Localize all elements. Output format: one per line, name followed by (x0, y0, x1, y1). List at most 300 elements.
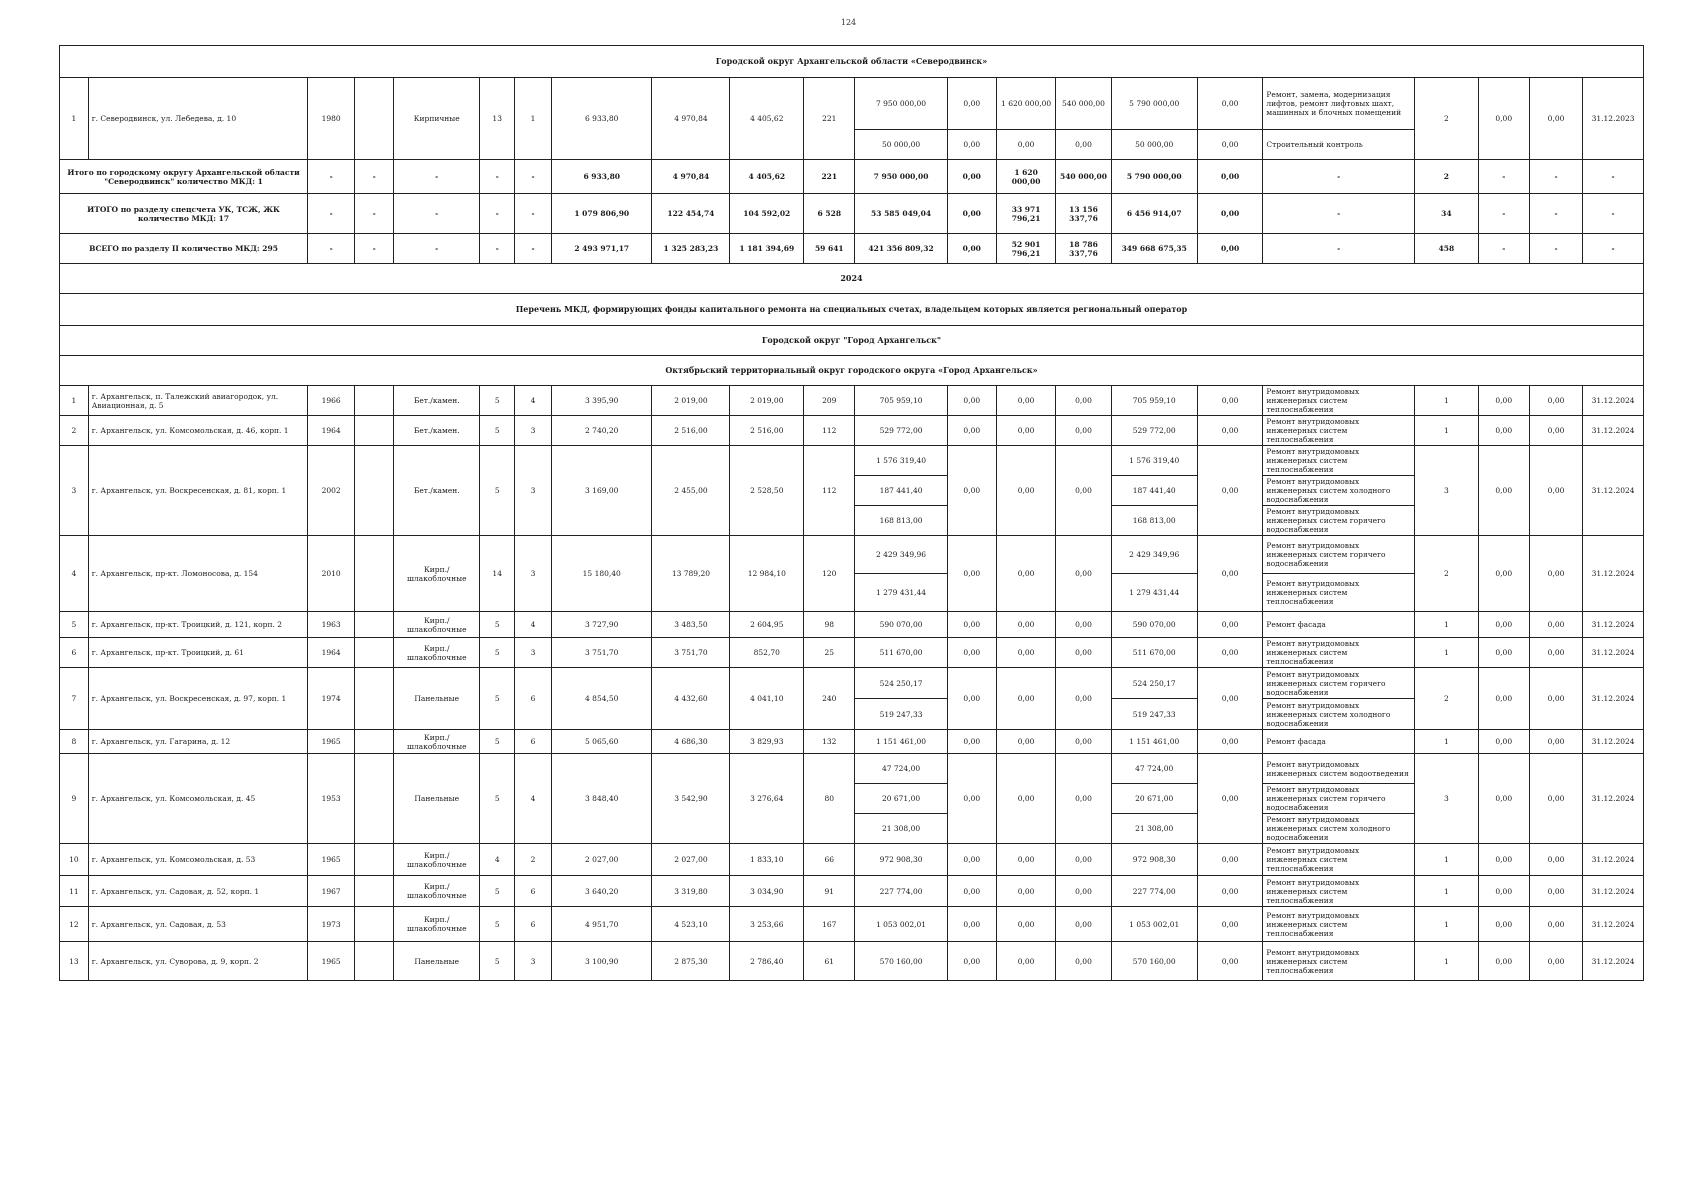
fund-2: 0,00 (996, 844, 1055, 876)
area-total: 1 079 806,90 (552, 194, 652, 234)
dash-cell: - (1583, 234, 1644, 264)
area-residential: 3 253,66 (730, 907, 804, 942)
deadline: 31.12.2023 (1583, 78, 1644, 160)
row-number: 8 (60, 730, 89, 754)
zero-2: 0,00 (1529, 754, 1582, 844)
wall-material: Кирпичные (394, 78, 480, 160)
residents: 221 (804, 78, 855, 160)
deadline: 31.12.2024 (1583, 844, 1644, 876)
entrances: 3 (515, 416, 552, 446)
dash-cell: - (480, 160, 515, 194)
fund-5: 0,00 (1197, 234, 1263, 264)
work-type: Ремонт внутридомовых инженерных систем теплоснабжения (1263, 907, 1415, 942)
address: г. Северодвинск, ул. Лебедева, д. 10 (88, 78, 307, 160)
area-total: 3 640,20 (552, 876, 652, 907)
row-number: 2 (60, 416, 89, 446)
repair-cost: 590 070,00 (855, 612, 947, 638)
fund-5: 0,00 (1197, 638, 1263, 668)
zero-1: 0,00 (1478, 446, 1529, 536)
deadline: 31.12.2024 (1583, 612, 1644, 638)
repair-cost: 1 151 461,00 (855, 730, 947, 754)
zero-1: 0,00 (1478, 638, 1529, 668)
wall-material: Панельные (394, 942, 480, 981)
entrances: 2 (515, 844, 552, 876)
build-year: 1965 (308, 730, 355, 754)
work-count: 3 (1415, 754, 1479, 844)
repair-cost: 20 671,00 (855, 784, 947, 814)
area-living: 4 432,60 (652, 668, 730, 730)
fund-3: 540 000,00 (1056, 78, 1111, 130)
fund-2: 0,00 (996, 130, 1055, 160)
year-heading: 2024 (60, 264, 1644, 294)
fund-5: 0,00 (1197, 754, 1263, 844)
repair-cost: 7 950 000,00 (855, 160, 947, 194)
area-residential: 1 181 394,69 (730, 234, 804, 264)
fund-1: 0,00 (947, 730, 996, 754)
area-residential: 2 019,00 (730, 386, 804, 416)
blank-cell (355, 536, 394, 612)
fund-1: 0,00 (947, 194, 996, 234)
wall-material: Кирп./ шлакоблочные (394, 536, 480, 612)
fund-3: 18 786 337,76 (1056, 234, 1111, 264)
zero-1: 0,00 (1478, 876, 1529, 907)
wall-material: Бет./камен. (394, 416, 480, 446)
blank-cell (355, 730, 394, 754)
area-living: 3 319,80 (652, 876, 730, 907)
dash-cell: - (355, 234, 394, 264)
blank-cell (355, 78, 394, 160)
entrances: 4 (515, 754, 552, 844)
dash-cell: - (515, 160, 552, 194)
fund-4: 529 772,00 (1111, 416, 1197, 446)
work-type: Ремонт фасада (1263, 730, 1415, 754)
dash-cell: - (515, 194, 552, 234)
area-residential: 3 829,93 (730, 730, 804, 754)
zero-2: 0,00 (1529, 612, 1582, 638)
fund-5: 0,00 (1197, 876, 1263, 907)
area-total: 4 854,50 (552, 668, 652, 730)
build-year: 2010 (308, 536, 355, 612)
floors: 5 (480, 754, 515, 844)
address: г. Архангельск, ул. Гагарина, д. 12 (88, 730, 307, 754)
residents: 167 (804, 907, 855, 942)
fund-3: 0,00 (1056, 907, 1111, 942)
fund-2: 52 901 796,21 (996, 234, 1055, 264)
fund-4: 168 813,00 (1111, 506, 1197, 536)
area-total: 3 727,90 (552, 612, 652, 638)
work-type: Строительный контроль (1263, 130, 1415, 160)
fund-3: 0,00 (1056, 130, 1111, 160)
capital-repair-table (59, 45, 1644, 981)
work-type: Ремонт внутридомовых инженерных систем холодного водоснабжения (1263, 699, 1415, 730)
fund-4: 21 308,00 (1111, 814, 1197, 844)
wall-material: Кирп./ шлакоблочные (394, 876, 480, 907)
zero-1: 0,00 (1478, 754, 1529, 844)
blank-cell (355, 942, 394, 981)
floors: 5 (480, 612, 515, 638)
work-count: 1 (1415, 612, 1479, 638)
dash-cell: - (355, 194, 394, 234)
entrances: 6 (515, 876, 552, 907)
work-type: Ремонт внутридомовых инженерных систем теплоснабжения (1263, 386, 1415, 416)
fund-4: 1 576 319,40 (1111, 446, 1197, 476)
blank-cell (355, 668, 394, 730)
work-count: 2 (1415, 668, 1479, 730)
address: г. Архангельск, пр-кт. Ломоносова, д. 154 (88, 536, 307, 612)
fund-5: 0,00 (1197, 446, 1263, 536)
zero-2: 0,00 (1529, 78, 1582, 160)
area-total: 6 933,80 (552, 160, 652, 194)
work-type: Ремонт внутридомовых инженерных систем теплоснабжения (1263, 876, 1415, 907)
zero-1: 0,00 (1478, 536, 1529, 612)
zero-2: 0,00 (1529, 876, 1582, 907)
floors: 5 (480, 876, 515, 907)
build-year: 2002 (308, 446, 355, 536)
work-type: Ремонт внутридомовых инженерных систем холодного водоснабжения (1263, 814, 1415, 844)
work-count: 1 (1415, 638, 1479, 668)
residents: 59 641 (804, 234, 855, 264)
area-total: 15 180,40 (552, 536, 652, 612)
fund-1: 0,00 (947, 446, 996, 536)
area-residential: 3 034,90 (730, 876, 804, 907)
zero-1: 0,00 (1478, 844, 1529, 876)
blank-cell (355, 844, 394, 876)
residents: 98 (804, 612, 855, 638)
fund-5: 0,00 (1197, 194, 1263, 234)
fund-2: 0,00 (996, 416, 1055, 446)
floors: 5 (480, 907, 515, 942)
fund-1: 0,00 (947, 907, 996, 942)
area-living: 4 686,30 (652, 730, 730, 754)
residents: 132 (804, 730, 855, 754)
entrances: 1 (515, 78, 552, 160)
wall-material: Бет./камен. (394, 446, 480, 536)
residents: 66 (804, 844, 855, 876)
work-type: Ремонт внутридомовых инженерных систем теплоснабжения (1263, 844, 1415, 876)
wall-material: Панельные (394, 668, 480, 730)
work-type: Ремонт внутридомовых инженерных систем горячего водоснабжения (1263, 784, 1415, 814)
dash-cell: - (480, 194, 515, 234)
fund-3: 0,00 (1056, 612, 1111, 638)
work-type: Ремонт внутридомовых инженерных систем горячего водоснабжения (1263, 668, 1415, 699)
repair-cost: 529 772,00 (855, 416, 947, 446)
zero-1: 0,00 (1478, 612, 1529, 638)
fund-4: 590 070,00 (1111, 612, 1197, 638)
fund-5: 0,00 (1197, 78, 1263, 130)
fund-5: 0,00 (1197, 612, 1263, 638)
fund-3: 0,00 (1056, 416, 1111, 446)
row-number: 10 (60, 844, 89, 876)
area-residential: 4 405,62 (730, 160, 804, 194)
deadline: 31.12.2024 (1583, 386, 1644, 416)
dash-cell: - (1263, 234, 1415, 264)
area-living: 2 455,00 (652, 446, 730, 536)
area-total: 3 100,90 (552, 942, 652, 981)
zero-2: 0,00 (1529, 386, 1582, 416)
repair-cost: 1 279 431,44 (855, 574, 947, 612)
area-living: 4 970,84 (652, 78, 730, 160)
work-count: 3 (1415, 446, 1479, 536)
repair-cost: 53 585 049,04 (855, 194, 947, 234)
fund-1: 0,00 (947, 668, 996, 730)
fund-1: 0,00 (947, 942, 996, 981)
fund-4: 705 959,10 (1111, 386, 1197, 416)
repair-cost: 2 429 349,96 (855, 536, 947, 574)
fund-2: 0,00 (996, 907, 1055, 942)
area-residential: 2 604,95 (730, 612, 804, 638)
floors: 5 (480, 416, 515, 446)
fund-3: 0,00 (1056, 754, 1111, 844)
fund-3: 0,00 (1056, 730, 1111, 754)
wall-material: Кирп./ шлакоблочные (394, 612, 480, 638)
area-residential: 12 984,10 (730, 536, 804, 612)
fund-1: 0,00 (947, 876, 996, 907)
fund-1: 0,00 (947, 386, 996, 416)
fund-4: 50 000,00 (1111, 130, 1197, 160)
fund-4: 20 671,00 (1111, 784, 1197, 814)
work-count: 1 (1415, 844, 1479, 876)
area-residential: 104 592,02 (730, 194, 804, 234)
floors: 5 (480, 730, 515, 754)
repair-cost: 168 813,00 (855, 506, 947, 536)
wall-material: Кирп./ шлакоблочные (394, 907, 480, 942)
fund-4: 187 441,40 (1111, 476, 1197, 506)
blank-cell (355, 907, 394, 942)
fund-4: 570 160,00 (1111, 942, 1197, 981)
work-count: 1 (1415, 416, 1479, 446)
residents: 6 528 (804, 194, 855, 234)
repair-cost: 705 959,10 (855, 386, 947, 416)
dash-cell: - (394, 194, 480, 234)
dash-cell: - (394, 234, 480, 264)
fund-1: 0,00 (947, 78, 996, 130)
entrances: 4 (515, 386, 552, 416)
fund-2: 0,00 (996, 668, 1055, 730)
build-year: 1980 (308, 78, 355, 160)
address: г. Архангельск, ул. Комсомольская, д. 45 (88, 754, 307, 844)
blank-cell (355, 638, 394, 668)
fund-5: 0,00 (1197, 536, 1263, 612)
work-type: Ремонт, замена, модернизация лифтов, ремонт лифтовых шахт, машинных и блочных помещений (1263, 78, 1415, 130)
blank-cell (355, 754, 394, 844)
area-living: 1 325 283,23 (652, 234, 730, 264)
residents: 91 (804, 876, 855, 907)
work-count: 2 (1415, 536, 1479, 612)
fund-5: 0,00 (1197, 668, 1263, 730)
row-number: 12 (60, 907, 89, 942)
fund-5: 0,00 (1197, 730, 1263, 754)
fund-5: 0,00 (1197, 942, 1263, 981)
fund-2: 0,00 (996, 386, 1055, 416)
address: г. Архангельск, пр-кт. Троицкий, д. 121, корп. 2 (88, 612, 307, 638)
work-type: Ремонт внутридомовых инженерных систем теплоснабжения (1263, 416, 1415, 446)
fund-3: 0,00 (1056, 386, 1111, 416)
dash-cell: - (1583, 194, 1644, 234)
area-residential: 2 528,50 (730, 446, 804, 536)
fund-2: 1 620 000,00 (996, 78, 1055, 130)
work-type: Ремонт внутридомовых инженерных систем холодного водоснабжения (1263, 476, 1415, 506)
work-count: 34 (1415, 194, 1479, 234)
area-living: 13 789,20 (652, 536, 730, 612)
fund-1: 0,00 (947, 844, 996, 876)
subdistrict-heading: Октябрьский территориальный округ городского округа «Город Архангельск» (60, 356, 1644, 386)
repair-cost: 519 247,33 (855, 699, 947, 730)
work-count: 458 (1415, 234, 1479, 264)
deadline: 31.12.2024 (1583, 754, 1644, 844)
fund-1: 0,00 (947, 416, 996, 446)
repair-cost: 1 576 319,40 (855, 446, 947, 476)
zero-2: 0,00 (1529, 536, 1582, 612)
fund-4: 1 279 431,44 (1111, 574, 1197, 612)
address: г. Архангельск, ул. Комсомольская, д. 53 (88, 844, 307, 876)
section-total-label: ВСЕГО по разделу II количество МКД: 295 (60, 234, 308, 264)
fund-4: 5 790 000,00 (1111, 78, 1197, 130)
fund-5: 0,00 (1197, 386, 1263, 416)
fund-1: 0,00 (947, 536, 996, 612)
fund-2: 33 971 796,21 (996, 194, 1055, 234)
wall-material: Кирп./ шлакоблочные (394, 730, 480, 754)
build-year: 1967 (308, 876, 355, 907)
zero-1: 0,00 (1478, 907, 1529, 942)
repair-cost: 21 308,00 (855, 814, 947, 844)
fund-1: 0,00 (947, 638, 996, 668)
floors: 5 (480, 668, 515, 730)
fund-4: 227 774,00 (1111, 876, 1197, 907)
blank-cell (355, 416, 394, 446)
build-year: 1974 (308, 668, 355, 730)
row-number: 4 (60, 536, 89, 612)
floors: 5 (480, 638, 515, 668)
work-count: 1 (1415, 942, 1479, 981)
zero-2: 0,00 (1529, 844, 1582, 876)
dash-cell: - (1529, 194, 1582, 234)
dash-cell: - (1529, 234, 1582, 264)
fund-2: 0,00 (996, 638, 1055, 668)
build-year: 1973 (308, 907, 355, 942)
fund-4: 519 247,33 (1111, 699, 1197, 730)
dash-cell: - (1263, 160, 1415, 194)
work-count: 1 (1415, 907, 1479, 942)
deadline: 31.12.2024 (1583, 446, 1644, 536)
zero-1: 0,00 (1478, 668, 1529, 730)
fund-3: 13 156 337,76 (1056, 194, 1111, 234)
repair-cost: 524 250,17 (855, 668, 947, 699)
area-living: 2 019,00 (652, 386, 730, 416)
fund-3: 540 000,00 (1056, 160, 1111, 194)
row-number: 9 (60, 754, 89, 844)
fund-2: 0,00 (996, 942, 1055, 981)
work-count: 2 (1415, 78, 1479, 160)
fund-4: 5 790 000,00 (1111, 160, 1197, 194)
deadline: 31.12.2024 (1583, 907, 1644, 942)
floors: 5 (480, 942, 515, 981)
address: г. Архангельск, пр-кт. Троицкий, д. 61 (88, 638, 307, 668)
zero-1: 0,00 (1478, 730, 1529, 754)
fund-5: 0,00 (1197, 160, 1263, 194)
table-body (60, 46, 1644, 981)
area-living: 2 516,00 (652, 416, 730, 446)
fund-5: 0,00 (1197, 907, 1263, 942)
zero-2: 0,00 (1529, 730, 1582, 754)
row-number: 3 (60, 446, 89, 536)
row-number: 1 (60, 78, 89, 160)
fund-4: 349 668 675,35 (1111, 234, 1197, 264)
fund-1: 0,00 (947, 234, 996, 264)
wall-material: Кирп./ шлакоблочные (394, 638, 480, 668)
severodvinsk-total-label: Итого по городскому округу Архангельской области "Северодвинск" количество МКД: 1 (60, 160, 308, 194)
work-type: Ремонт внутридомовых инженерных систем теплоснабжения (1263, 446, 1415, 476)
area-total: 2 027,00 (552, 844, 652, 876)
entrances: 6 (515, 730, 552, 754)
repair-cost: 1 053 002,01 (855, 907, 947, 942)
repair-cost: 421 356 809,32 (855, 234, 947, 264)
area-residential: 1 833,10 (730, 844, 804, 876)
fund-2: 0,00 (996, 876, 1055, 907)
dash-cell: - (308, 160, 355, 194)
address: г. Архангельск, ул. Суворова, д. 9, корп. 2 (88, 942, 307, 981)
zero-2: 0,00 (1529, 668, 1582, 730)
fund-4: 1 151 461,00 (1111, 730, 1197, 754)
special-account-total-label: ИТОГО по разделу спецсчета УК, ТСЖ, ЖК количество МКД: 17 (60, 194, 308, 234)
address: г. Архангельск, ул. Комсомольская, д. 46, корп. 1 (88, 416, 307, 446)
row-number: 1 (60, 386, 89, 416)
deadline: 31.12.2024 (1583, 638, 1644, 668)
fund-1: 0,00 (947, 160, 996, 194)
deadline: 31.12.2024 (1583, 416, 1644, 446)
address: г. Архангельск, ул. Воскресенская, д. 97, корп. 1 (88, 668, 307, 730)
repair-cost: 570 160,00 (855, 942, 947, 981)
area-living: 3 751,70 (652, 638, 730, 668)
row-number: 13 (60, 942, 89, 981)
repair-cost: 227 774,00 (855, 876, 947, 907)
district-heading: Городской округ "Город Архангельск" (60, 326, 1644, 356)
address: г. Архангельск, ул. Воскресенская, д. 81, корп. 1 (88, 446, 307, 536)
residents: 112 (804, 446, 855, 536)
dash-cell: - (1478, 160, 1529, 194)
area-total: 5 065,60 (552, 730, 652, 754)
fund-5: 0,00 (1197, 844, 1263, 876)
floors: 13 (480, 78, 515, 160)
dash-cell: - (394, 160, 480, 194)
area-living: 3 542,90 (652, 754, 730, 844)
address: г. Архангельск, ул. Садовая, д. 52, корп. 1 (88, 876, 307, 907)
residents: 25 (804, 638, 855, 668)
fund-2: 0,00 (996, 612, 1055, 638)
area-living: 2 027,00 (652, 844, 730, 876)
area-total: 3 169,00 (552, 446, 652, 536)
area-residential: 2 516,00 (730, 416, 804, 446)
area-residential: 3 276,64 (730, 754, 804, 844)
fund-2: 0,00 (996, 446, 1055, 536)
fund-3: 0,00 (1056, 536, 1111, 612)
residents: 112 (804, 416, 855, 446)
zero-2: 0,00 (1529, 638, 1582, 668)
dash-cell: - (1529, 160, 1582, 194)
zero-2: 0,00 (1529, 416, 1582, 446)
residents: 221 (804, 160, 855, 194)
build-year: 1963 (308, 612, 355, 638)
blank-cell (355, 386, 394, 416)
dash-cell: - (308, 194, 355, 234)
dash-cell: - (308, 234, 355, 264)
area-total: 3 395,90 (552, 386, 652, 416)
work-count: 1 (1415, 730, 1479, 754)
work-type: Ремонт внутридомовых инженерных систем теплоснабжения (1263, 574, 1415, 612)
area-total: 4 951,70 (552, 907, 652, 942)
address: г. Архангельск, ул. Садовая, д. 53 (88, 907, 307, 942)
area-living: 3 483,50 (652, 612, 730, 638)
residents: 240 (804, 668, 855, 730)
